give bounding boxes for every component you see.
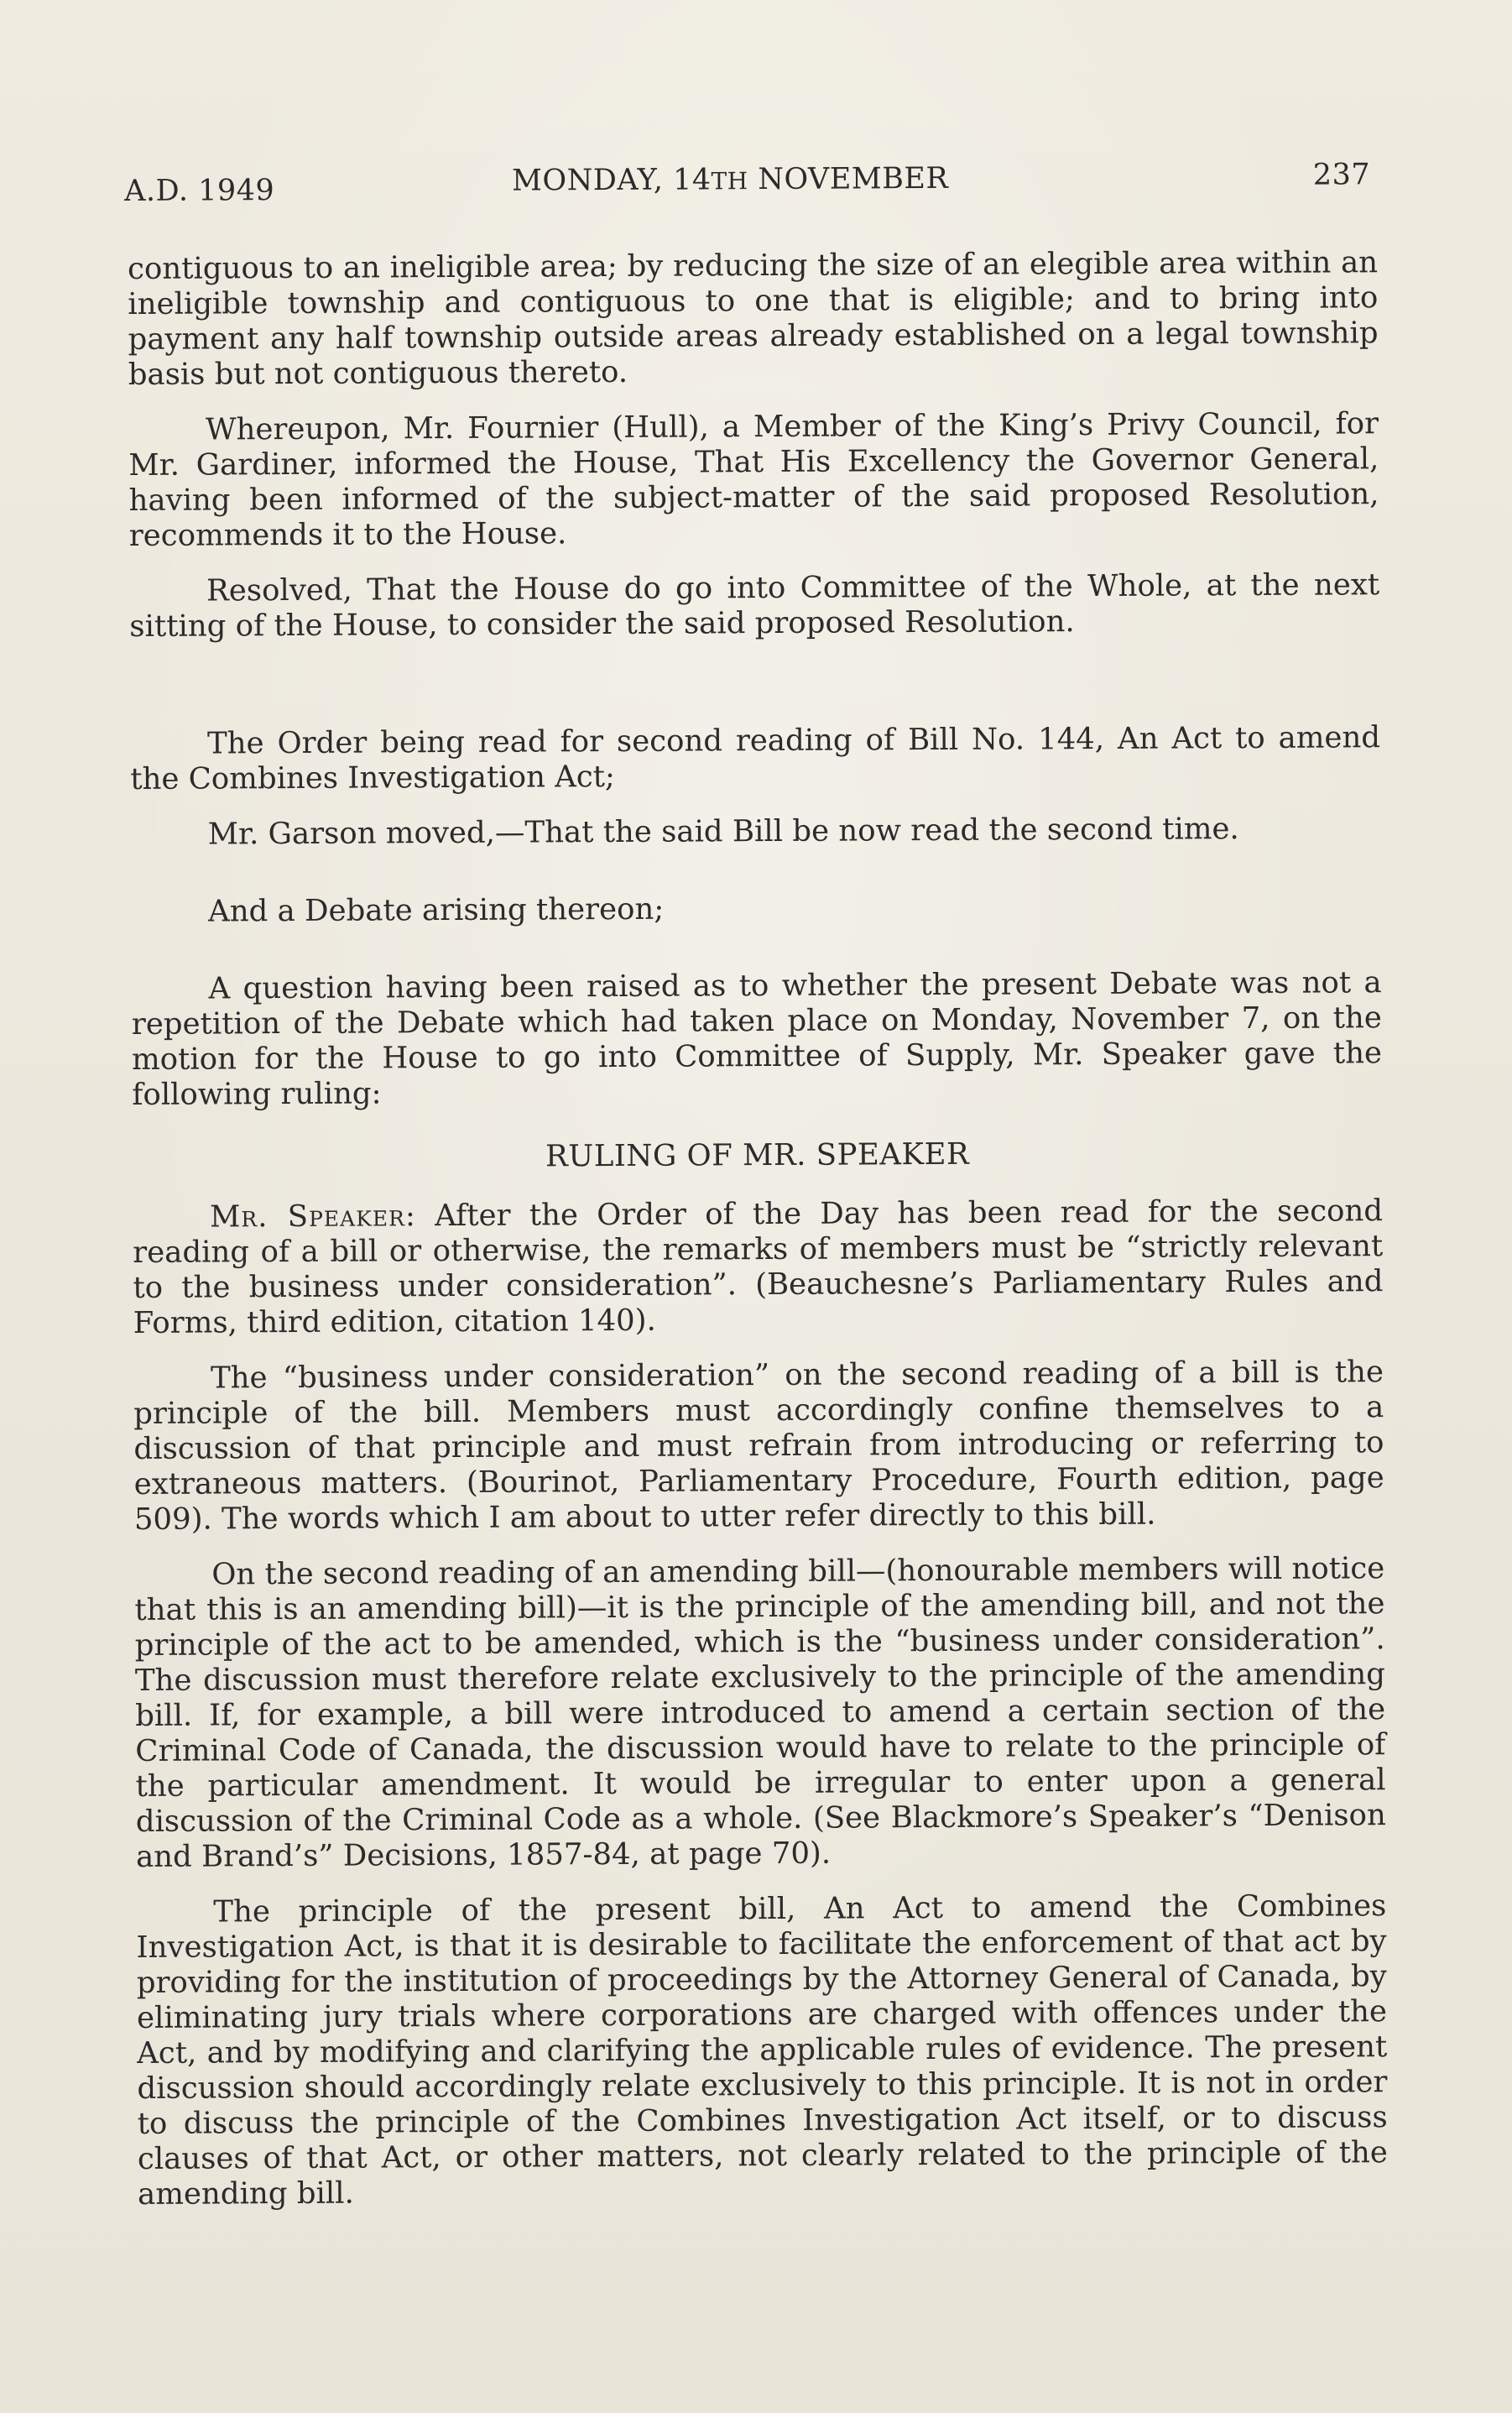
header-year: A.D. 1949 [124, 174, 275, 208]
paragraph-question-raised: A question having been raised as to whether the present Debate was not a repetition of the Debate which had taken place on Monday, November 7, on the motion for the House to go into Committee of Supply, Mr. Speaker gave the following ruling: [131, 965, 1383, 1112]
ruling-paragraph-1 [133, 1193, 1384, 1341]
speaker-label: Mr. Speaker: [209, 1199, 417, 1235]
ruling-paragraph-3: On the second reading of an amending bill—(honourable members will notice that this is an amending bill)—it is the principle of the amending bill, and not the principle of the act to be amended, which is the “business under consideration”. The discussion must therefore relate exclusively to the principle of the amending bill. If, for example, a bill were introduced to amend a certain section of the Criminal Code of Canada, the discussion would have to relate to the principle of the particular amendment. It would be irregular to enter upon a general discussion of the Criminal Code as a whole. (See Blackmore’s Speaker’s “Denison and Brand’s” Decisions, 1857-84, at page 70). [134, 1551, 1386, 1874]
paragraph-order-second-reading: The Order being read for second reading of Bill No. 144, An Act to amend the Combines Investigation Act; [130, 720, 1381, 796]
paragraph-motion: Mr. Garson moved,—That the said Bill be now read the second time. [207, 812, 1239, 852]
header-date-prefix: MONDAY, 14 [512, 163, 712, 198]
paragraph-resolved: Resolved, That the House do go into Committee of the Whole, at the next sitting of the House, to consider the said proposed Resolution. [129, 567, 1380, 644]
page-body [128, 245, 1388, 2233]
paragraph-recommendation: Whereupon, Mr. Fournier (Hull), a Member of the King’s Privy Council, for Mr. Gardiner, informed the House, That His Excellency the Governor General, having been informed of the subject-matter of the said proposed Resolution, recommends it to the House. [128, 406, 1379, 553]
header-date [512, 162, 948, 198]
ruling-paragraph-2: The “business under consideration” on the second reading of a bill is the principle of the bill. Members must accordingly confine themselves to a discussion of that principle and must refrain from introducing or referring to extraneous matters. (Bourinot, Parliamentary Procedure, Fourth edition, page 509). The words which I am about to utter refer directly to this bill. [133, 1355, 1384, 1537]
paragraph-debate: And a Debate arising thereon; [208, 891, 665, 929]
ruling-title: RULING OF MR. SPEAKER [545, 1136, 970, 1174]
page-header [124, 158, 1370, 215]
paragraph-continuation: contiguous to an ineligible area; by reducing the size of an elegible area within an ineligible township and contiguous to one that is eligible; and to bring into payment any half township outside areas already established on a legal township basis but not contiguous thereto. [128, 245, 1379, 392]
ruling-paragraph-4: The principle of the present bill, An Act to amend the Combines Investigation Act, is that it is desirable to facilitate the enforcement of that act by providing for the institution of proceedings by the Attorney General of Canada, by eliminating jury trials where corporations are charged with offences under the Act, and by modifying and clarifying the applicable rules of evidence. The present discussion should accordingly relate exclusively to this principle. It is not in order to discuss the principle of the Combines Investigation Act itself, or to discuss clauses of that Act, or other matters, not clearly related to the principle of the amending bill. [136, 1888, 1388, 2212]
header-date-suffix: NOVEMBER [748, 161, 949, 197]
page-number: 237 [1312, 158, 1371, 192]
header-date-sup: TH [711, 167, 748, 196]
ruling-paragraph-1-text: After the Order of the Day has been read for the second reading of a bill or otherwise, the remarks of members must be “strictly relevant to the business under consideration”. (Beauchesne’s Parliamentary Rules and Forms, third edition, citation 140). [133, 1193, 1384, 1340]
